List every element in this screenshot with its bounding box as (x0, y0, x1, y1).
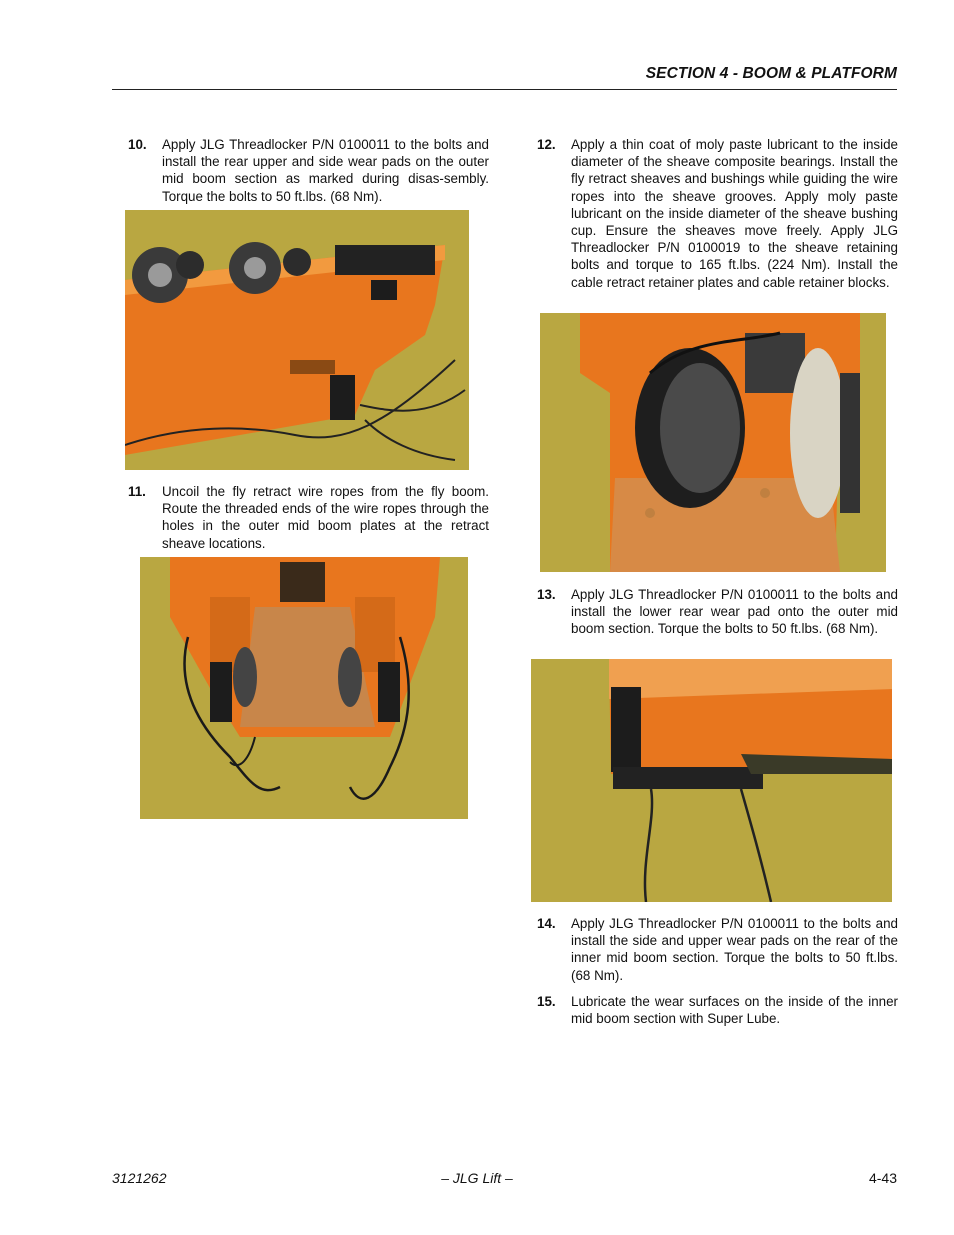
step-number: 11. (128, 484, 146, 499)
step-number: 15. (537, 994, 556, 1009)
section-title: SECTION 4 - BOOM & PLATFORM (645, 65, 897, 82)
step-number: 10. (128, 137, 147, 152)
header-divider (112, 89, 897, 90)
step-10 (128, 136, 489, 205)
step-text: Uncoil the fly retract wire ropes from the fly boom. Route the threaded ends of the wire ropes through the holes in the outer mid boom plates at the retract sheave locations. (162, 484, 489, 551)
step-text: Lubricate the wear surfaces on the inside of the inner mid boom section with Super Lube. (571, 994, 898, 1027)
step-text: Apply a thin coat of moly paste lubricant to the inside diameter of the sheave composite bearings. Install the fly retract sheaves and bushings while guiding the wire ropes into the sheave grooves. Apply moly paste lubricant on the inside diameter of the sheave bushing cup. Ensure the sheaves move freely. Apply JLG Threadlocker P/N 0100019 to the sheave retaining bolts and torque to 165 ft.lbs. (224 Nm). Install the cable retract retainer plates and cable retainer blocks. (571, 137, 898, 290)
step-text: Apply JLG Threadlocker P/N 0100011 to the bolts and install the lower rear wear pad onto the outer mid boom section. Torque the bolts to 50 ft.lbs. (68 Nm). (571, 587, 898, 637)
step-15 (537, 993, 898, 1027)
step-number: 14. (537, 916, 556, 931)
doc-number: 3121262 (112, 1170, 167, 1186)
step-number: 12. (537, 137, 556, 152)
photo-rear-wear-pads (125, 210, 469, 470)
step-12 (537, 136, 898, 291)
photo-lower-wear-pad (531, 659, 892, 902)
footer-brand: – JLG Lift – (441, 1170, 513, 1186)
step-number: 13. (537, 587, 556, 602)
step-text: Apply JLG Threadlocker P/N 0100011 to the bolts and install the side and upper wear pads on the rear of the inner mid boom section. Torque the bolts to 50 ft.lbs. (68 Nm). (571, 916, 898, 983)
step-11 (128, 483, 489, 552)
step-14 (537, 915, 898, 984)
step-text: Apply JLG Threadlocker P/N 0100011 to the bolts and install the rear upper and side wear pads on the outer mid boom section as marked during disas-sembly. Torque the bolts to 50 ft.lbs. (68 Nm). (162, 137, 489, 204)
step-13 (537, 586, 898, 638)
photo-wire-ropes-routed (140, 557, 468, 819)
page-number: 4-43 (868, 1170, 897, 1186)
photo-retract-sheaves (540, 313, 886, 572)
